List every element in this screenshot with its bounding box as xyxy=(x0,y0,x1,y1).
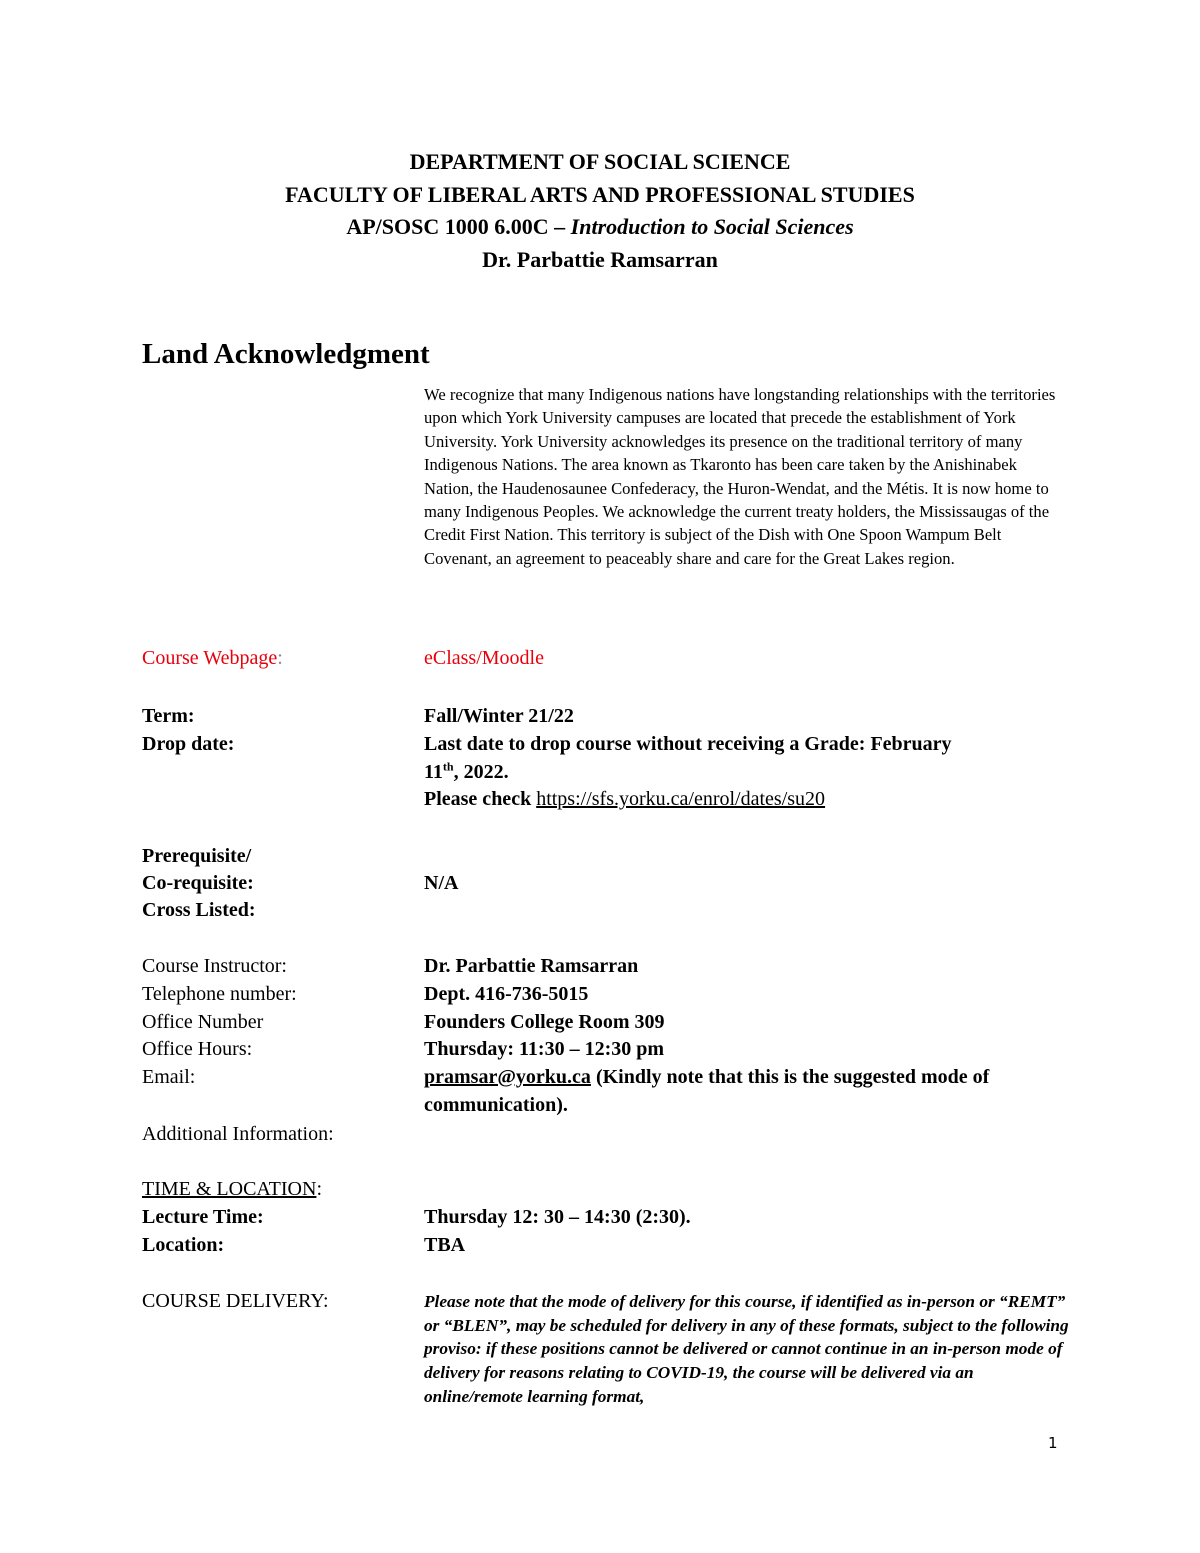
prerequisite-value: N/A xyxy=(424,872,459,894)
drop-date-year: , 2022. xyxy=(453,760,509,783)
land-acknowledgment-heading: Land Acknowledgment xyxy=(142,338,430,370)
email-link[interactable]: pramsar@yorku.ca xyxy=(424,1066,591,1088)
course-webpage-value: eClass/Moodle xyxy=(424,647,544,669)
course-delivery-label: COURSE DELIVERY: xyxy=(142,1290,329,1312)
lecture-time-label: Lecture Time: xyxy=(142,1206,264,1228)
drop-date-check-label: Please check xyxy=(424,788,537,810)
instructor-label: Course Instructor: xyxy=(142,955,287,977)
drop-date-line1: Last date to drop course without receiving a Grade: February xyxy=(424,733,952,755)
enrol-dates-link[interactable]: https://sfs.yorku.ca/enrol/dates/su20 xyxy=(536,788,826,810)
time-location-heading xyxy=(142,1176,322,1204)
course-webpage-label xyxy=(142,645,283,673)
time-location-heading-text: TIME & LOCATION xyxy=(142,1178,317,1200)
corequisite-label: Co-requisite: xyxy=(142,872,254,894)
department-title: DEPARTMENT OF SOCIAL SCIENCE xyxy=(409,149,791,174)
drop-date-suffix: th xyxy=(442,758,454,773)
course-delivery-text: Please note that the mode of delivery for this course, if identified as in-person or “REMT” or “BLEN”, may be scheduled for delivery in any of these formats, subject to the following proviso: if these positions cannot be delivered or cannot continue in an in-person mode of delivery for reasons relating to COVID-19, the course will be delivered via an online/remote learning format, xyxy=(424,1292,1069,1406)
course-webpage-label-text: Course Webpage xyxy=(142,647,278,669)
additional-info-label: Additional Information: xyxy=(142,1123,334,1145)
telephone-value: Dept. 416-736-5015 xyxy=(424,983,589,1005)
prerequisite-label: Prerequisite/ xyxy=(142,845,252,867)
cross-listed-label: Cross Listed: xyxy=(142,899,256,921)
instructor-heading: Dr. Parbattie Ramsarran xyxy=(482,246,718,272)
email-value xyxy=(424,1064,1024,1119)
time-location-colon: : xyxy=(316,1178,322,1200)
office-hours-value: Thursday: 11:30 – 12:30 pm xyxy=(424,1038,665,1060)
drop-date-value xyxy=(424,731,1074,814)
term-label: Term: xyxy=(142,705,195,727)
course-title: Introduction to Social Sciences xyxy=(570,214,854,239)
location-label: Location: xyxy=(142,1234,225,1256)
lecture-time-value: Thursday 12: 30 – 14:30 (2:30). xyxy=(424,1206,691,1228)
document-header xyxy=(0,146,1200,276)
drop-date-label: Drop date: xyxy=(142,733,235,755)
course-code: AP/SOSC 1000 6.00C – xyxy=(346,214,571,239)
land-acknowledgment-text: We recognize that many Indigenous nations have longstanding relationships with the territories upon which York University campuses are located that precede the establishment of York University. York University acknowledges its presence on the traditional territory of many Indigenous Nations. The area known as Tkaronto has been care taken by the Anishinabek Nation, the Haudenosaunee Confederacy, the Huron-Wendat, and the Métis. It is now home to many Indigenous Peoples. We acknowledge the current treaty holders, the Mississaugas of the Credit First Nation. This territory is subject of the Dish with One Spoon Wampum Belt Covenant, an agreement to peaceably share and care for the Great Lakes region. xyxy=(424,385,1056,568)
office-number-label: Office Number xyxy=(142,1011,264,1033)
office-number-value: Founders College Room 309 xyxy=(424,1011,665,1033)
office-hours-label: Office Hours: xyxy=(142,1038,253,1060)
faculty-title: FACULTY OF LIBERAL ARTS AND PROFESSIONAL STUDIES xyxy=(285,181,915,207)
location-value: TBA xyxy=(424,1234,466,1256)
term-value: Fall/Winter 21/22 xyxy=(424,705,574,727)
course-heading xyxy=(0,211,1200,244)
telephone-label: Telephone number: xyxy=(142,983,297,1005)
page-number: 1 xyxy=(1048,1434,1058,1452)
email-label: Email: xyxy=(142,1066,196,1088)
drop-date-day: 11 xyxy=(424,760,443,783)
drop-date-line3 xyxy=(424,786,1074,814)
course-webpage-colon: : xyxy=(277,647,283,669)
instructor-value: Dr. Parbattie Ramsarran xyxy=(424,955,639,977)
email-note: (Kindly note that this is the suggested mode of communication). xyxy=(424,1066,990,1116)
drop-date-line2 xyxy=(424,759,1074,787)
